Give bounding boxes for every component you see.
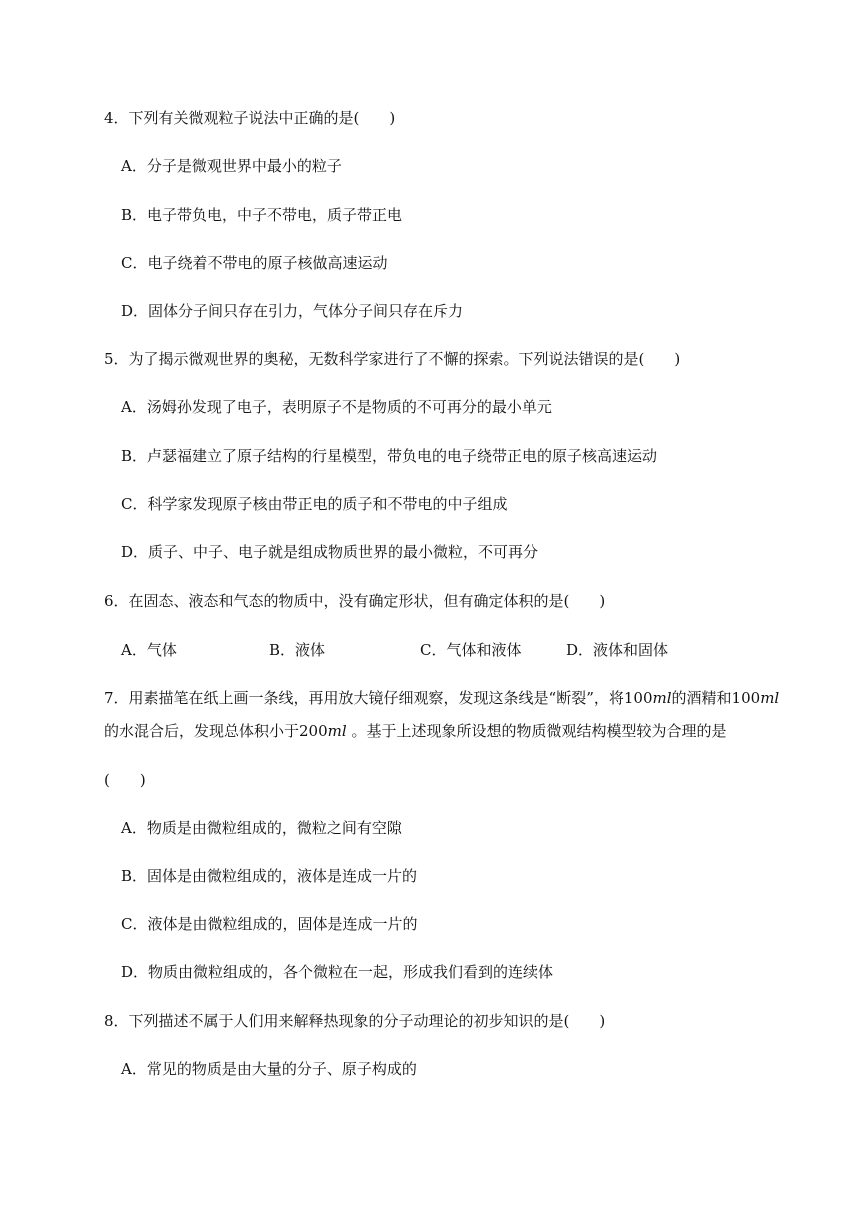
question-7-option-c: C．液体是由微粒组成的，固体是连成一片的 — [121, 915, 418, 933]
question-7-text-2b: 。基于上述现象所设想的物质微观结构模型较为合理的是 — [351, 722, 727, 740]
question-6-option-d: D．液体和固体 — [566, 641, 669, 659]
question-7-text-1b: 的酒精和100 — [671, 689, 761, 707]
question-6-option-a: A．气体 — [121, 641, 177, 659]
question-8-option-a: A．常见的物质是由大量的分子、原子构成的 — [121, 1060, 417, 1078]
question-6-option-c: C．气体和液体 — [420, 641, 522, 659]
question-4-option-b: B．电子带负电，中子不带电，质子带正电 — [121, 206, 403, 224]
unit-ml: ml — [652, 689, 672, 707]
question-7-option-b: B．固体是由微粒组成的，液体是连成一片的 — [121, 867, 418, 885]
question-7-stem-line-2 — [104, 721, 726, 741]
unit-ml: ml — [327, 722, 347, 740]
question-7-text-1a: 7．用素描笔在纸上画一条线，再用放大镜仔细观察，发现这条线是“断裂”，将100 — [104, 689, 653, 707]
unit-ml: ml — [760, 689, 780, 707]
question-6-stem: 6．在固态、液态和气态的物质中，没有确定形状，但有确定体积的是( ) — [104, 592, 606, 610]
question-5-stem: 5．为了揭示微观世界的奥秘，无数科学家进行了不懈的探索。下列说法错误的是( ) — [104, 350, 681, 368]
question-6-option-b: B．液体 — [269, 641, 326, 659]
question-4-option-c: C．电子绕着不带电的原子核做高速运动 — [121, 254, 388, 272]
question-5-option-d: D．质子、中子、电子就是组成物质世界的最小微粒，不可再分 — [121, 543, 539, 561]
question-5-option-a: A．汤姆孙发现了电子，表明原子不是物质的不可再分的最小单元 — [121, 398, 552, 416]
question-7-option-d: D．物质由微粒组成的，各个微粒在一起，形成我们看到的连续体 — [121, 963, 554, 981]
question-8-stem: 8．下列描述不属于人们用来解释热现象的分子动理论的初步知识的是( ) — [104, 1012, 606, 1030]
question-7-stem-line-3: ( ) — [104, 771, 146, 789]
question-7-text-2a: 的水混合后，发现总体积小于200 — [104, 722, 328, 740]
question-7-stem-line-1 — [104, 688, 779, 708]
question-5-option-c: C．科学家发现原子核由带正电的质子和不带电的中子组成 — [121, 495, 508, 513]
question-4-stem: 4．下列有关微观粒子说法中正确的是( ) — [104, 109, 396, 127]
question-5-option-b: B．卢瑟福建立了原子结构的行星模型，带负电的电子绕带正电的原子核高速运动 — [121, 447, 658, 465]
question-7-option-a: A．物质是由微粒组成的，微粒之间有空隙 — [121, 819, 402, 837]
question-4-option-d: D．固体分子间只存在引力，气体分子间只存在斥力 — [121, 302, 464, 320]
question-4-option-a: A．分子是微观世界中最小的粒子 — [121, 157, 342, 175]
